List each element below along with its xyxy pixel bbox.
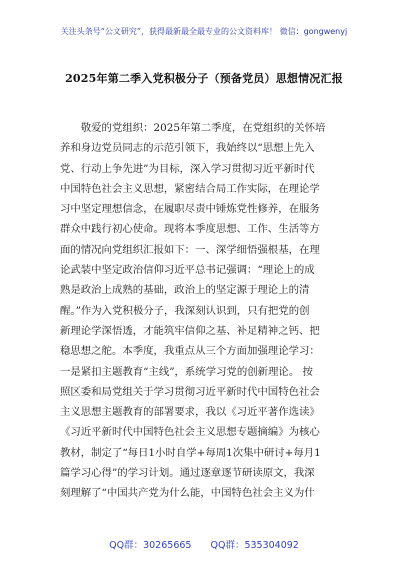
body-line: 习中坚定理想信念，在履职尽责中锤炼党性修养，在服务 [60, 203, 320, 216]
body-line: 论武装中坚定政治信仰习近平总书记强调：“理论上的成 [60, 264, 315, 277]
body-line: 面的情况向党组织汇报如下：一、深学细悟强根基，在理 [60, 243, 320, 256]
document-body [60, 118, 355, 504]
body-line: 醒。”作为入党积极分子，我深刻认识到，只有把党的创 [60, 304, 310, 317]
body-line: 群众中践行初心使命。现将本季度思想、工作、生活等方 [60, 223, 320, 236]
body-line: 教材，制定了“每日1小时自学+每周1次集中研讨+每月1 [60, 446, 321, 459]
body-line: 照区委和局党组关于学习贯彻习近平新时代中国特色社会 [60, 385, 320, 398]
document-title: 2025年第二季入党积极分子（预备党员）思想情况汇报 [65, 72, 343, 85]
body-line: 一是紧扣主题教育“主线”，系统学习党的创新理论。 按 [60, 365, 313, 378]
body-line: 熟是政治上成熟的基础，政治上的坚定源于理论上的清 [60, 284, 310, 297]
qq-footer [0, 537, 408, 551]
body-line: 《习近平新时代中国特色社会主义思想专题摘编》为核心 [60, 426, 320, 439]
promo-header[interactable]: 关注头条号“公文研究”，获得最新最全最专业的公文资料库！ 微信：gongwenyj [60, 27, 348, 36]
qq-group-1[interactable]: QQ群：30265665 [109, 540, 192, 551]
qq-group-2[interactable]: QQ群：535304092 [210, 540, 299, 551]
body-line: 党、行动上争先进”为目标，深入学习贯彻习近平新时代 [60, 162, 315, 175]
body-line: 篇学习心得”的学习计划。通过逐章逐节研读原文，我深 [60, 467, 315, 480]
body-line: 养和身边党员同志的示范引领下，我始终以“思想上先入 [60, 142, 315, 155]
body-line: 刻理解了“中国共产党为什么能，中国特色社会主义为什 [60, 487, 315, 500]
body-line: 敬爱的党组织：2025年第二季度，在党组织的关怀培 [60, 122, 326, 134]
body-line: 主义思想主题教育的部署要求，我以《习近平著作选读》 [60, 406, 320, 419]
body-line: 稳思想之舵。本季度，我重点从三个方面加强理论学习： [60, 345, 320, 358]
body-line: 新理论学深悟透，才能筑牢信仰之基、补足精神之钙、把 [60, 324, 320, 337]
body-line: 中国特色社会主义思想，紧密结合局工作实际，在理论学 [60, 182, 320, 195]
